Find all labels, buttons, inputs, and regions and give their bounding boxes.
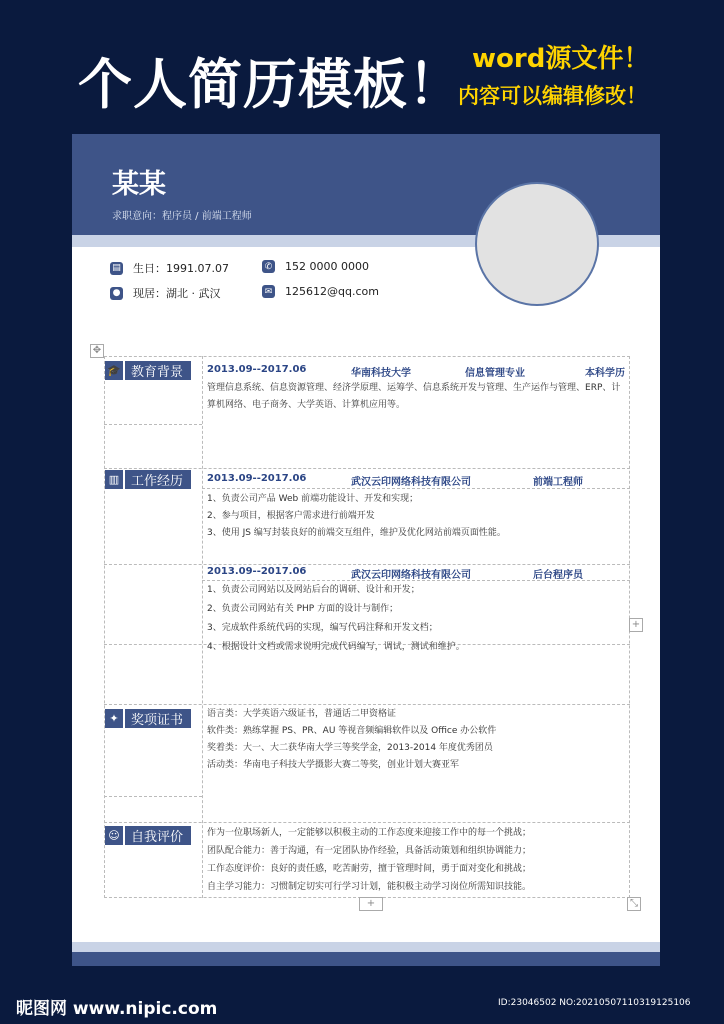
self-line: 作为一位职场新人，一定能够以积极主动的工作态度来迎接工作中的每一个挑战； (207, 828, 532, 838)
job2-duty: 4、根据设计文档或需求说明完成代码编写，调试，测试和维护。 (207, 642, 465, 652)
resize-handle-icon[interactable]: ⤡ (627, 897, 641, 911)
job1-date: 2013.09--2017.06 (207, 473, 307, 484)
section-awards-header (105, 709, 191, 728)
calendar-icon: ▤ (110, 262, 123, 275)
self-evaluation (207, 824, 625, 896)
footer-strip (72, 942, 660, 952)
footer-bar (72, 952, 660, 966)
location-text: 现居：湖北 · 武汉 (133, 287, 221, 300)
self-line: 自主学习能力：习惯制定切实可行学习计划，能积极主动学习岗位所需知识技能。 (207, 882, 532, 892)
resume-name: 某某 (112, 169, 166, 200)
watermark-id: ID:23046502 NO:20210507110319125106 (498, 998, 691, 1008)
job1-duty: 1、负责公司产品 Web 前端功能设计、开发和实现； (207, 494, 419, 504)
education-courses: 管理信息系统、信息资源管理、经济学原理、运筹学、信息系统开发与管理、生产运作与管理、ERP、计算机网络、电子商务、大学英语、计算机应用等。 (207, 383, 621, 410)
job1-company: 武汉云印网络科技有限公司 (351, 477, 471, 488)
section-education-header (105, 361, 191, 380)
row-add-icon[interactable]: + (629, 618, 643, 632)
birth-info (110, 260, 229, 276)
table-move-handle-icon[interactable]: ✥ (90, 344, 104, 358)
award-line: 奖着类：大一、大二获华南大学三等奖学金，2013-2014 年度优秀团员 (207, 743, 493, 753)
job2-role: 后台程序员 (533, 570, 583, 581)
table-row-line (104, 796, 202, 797)
section-work-header (105, 470, 191, 489)
awards-list (207, 706, 625, 774)
tagline-editable: 内容可以编辑修改！ (458, 84, 647, 108)
section-work-title: 工作经历 (131, 474, 184, 489)
table-row-line (104, 424, 202, 425)
self-line: 工作态度评价：良好的责任感，吃苦耐劳，擅于管理时间，勇于面对变化和挑战； (207, 864, 532, 874)
job2-duty: 3、完成软件系统代码的实现，编写代码注释和开发文档； (207, 623, 438, 633)
job1-duty: 2、参与项目，根据客户需求进行前端开发 (207, 511, 375, 521)
watermark-site: 昵图网 www.nipic.com (16, 999, 218, 1019)
section-education-title: 教育背景 (131, 365, 184, 380)
self-line: 团队配合能力：善于沟通，有一定团队协作经验，具备活动策划和组织协调能力； (207, 846, 532, 856)
birth-text: 生日：1991.07.07 (133, 262, 229, 275)
award-line: 语言类：大学英语六级证书，普通话二甲资格证 (207, 709, 397, 719)
award-badge-icon: ✦ (105, 709, 125, 728)
photo-placeholder[interactable] (475, 182, 599, 306)
headline: 个人简历模板！ (78, 53, 463, 116)
graduation-cap-icon: 🎓 (105, 361, 125, 380)
education-school: 华南科技大学 (351, 368, 411, 379)
table-divider (202, 356, 203, 898)
tagline-word-source: word源文件！ (472, 44, 650, 74)
job-intent: 求职意向：程序员 / 前端工程师 (112, 211, 252, 222)
resume-page (72, 134, 660, 966)
table-row-line (104, 468, 630, 469)
education-date: 2013.09--2017.06 (207, 364, 307, 375)
person-icon: ☺ (105, 826, 125, 845)
award-line: 软件类：熟练掌握 PS、PR、AU 等视音频编辑软件以及 Office 办公软件 (207, 726, 497, 736)
bar-chart-icon: ▥ (105, 470, 125, 489)
email-text: 125612@qq.com (285, 285, 379, 298)
table-row-line (202, 488, 630, 489)
table-row-line (104, 564, 630, 565)
phone-info (262, 260, 369, 273)
education-degree: 本科学历 (585, 368, 625, 379)
table-row-line (104, 822, 630, 823)
job2-date: 2013.09--2017.06 (207, 566, 307, 577)
mail-icon: ✉ (262, 285, 275, 298)
phone-icon: ✆ (262, 260, 275, 273)
section-self-title: 自我评价 (131, 830, 184, 845)
section-self-header (105, 826, 191, 845)
job2-duties (207, 581, 625, 657)
job2-duty: 2、负责公司网站有关 PHP 方面的设计与制作； (207, 604, 399, 614)
email-info (262, 285, 379, 298)
job2-company: 武汉云印网络科技有限公司 (351, 570, 471, 581)
job1-role: 前端工程师 (533, 477, 583, 488)
location-info (110, 285, 221, 301)
job2-duty: 1、负责公司网站以及网站后台的调研、设计和开发； (207, 585, 420, 595)
location-pin-icon: ● (110, 287, 123, 300)
job1-duties (207, 491, 625, 542)
education-major: 信息管理专业 (465, 368, 525, 379)
award-line: 活动类：华南电子科技大学摄影大赛二等奖，创业计划大赛亚军 (207, 760, 460, 770)
add-row-icon[interactable]: + (359, 897, 383, 911)
table-row-line (104, 704, 630, 705)
job1-duty: 3、使用 JS 编写封装良好的前端交互组件，维护及优化网站前端页面性能。 (207, 528, 506, 538)
section-awards-title: 奖项证书 (131, 713, 184, 728)
phone-text: 152 0000 0000 (285, 260, 369, 273)
